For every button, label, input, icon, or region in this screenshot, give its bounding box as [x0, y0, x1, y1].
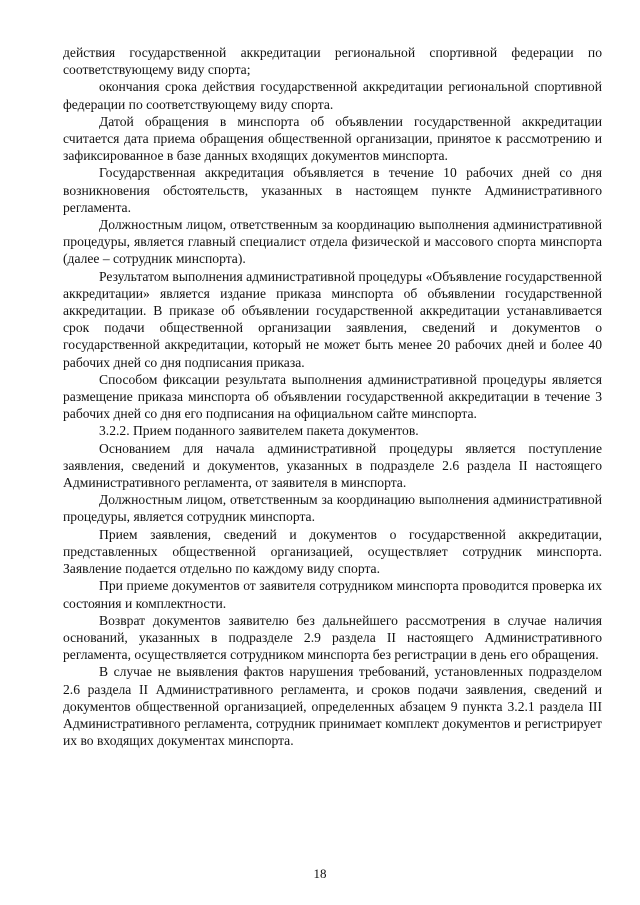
document-body: [63, 44, 602, 749]
section-heading: 3.2.2. Прием поданного заявителем пакета документов.: [99, 423, 419, 439]
paragraph: Прием заявления, сведений и документов о государственной аккредитации, представленных общественной организацией, осуществляет сотрудник минспорта. Заявление подается отдельно по каждому виду спорта.: [63, 526, 602, 577]
paragraph: Способом фиксации результата выполнения административной процедуры является размещение приказа минспорта об объявлении государственной аккредитации в течение 3 рабочих дней со дня его подписания на официальном сайте минспорта.: [63, 371, 602, 422]
paragraph: Должностным лицом, ответственным за координацию выполнения административной процедуры, является главный специалист отдела физической и массового спорта минспорта (далее – сотрудник минспорта).: [63, 217, 602, 267]
paragraph: Датой обращения в минспорта об объявлении государственной аккредитации считается дата приема обращения общественной организации, принятое к рассмотрению и зафиксированное в базе данных входящих документов минспорта.: [63, 113, 602, 164]
paragraph: При приеме документов от заявителя сотрудником минспорта проводится проверка их состояния и комплектности.: [63, 578, 602, 611]
page-number: 18: [313, 866, 327, 881]
paragraph: Должностным лицом, ответственным за координацию выполнения административной процедуры, является сотрудник минспорта.: [63, 492, 602, 525]
paragraph: В случае не выявления фактов нарушения требований, установленных подразделом 2.6 раздела II Административного регламента, и сроков подачи заявления, сведений и документов общественной организацией, определенных абзацем 9 пункта 3.2.1 раздела III Административного регламента, сотрудник принимает комплект документов и регистрирует их во входящих документах минспорта.: [63, 664, 602, 749]
paragraph: Государственная аккредитация объявляется в течение 10 рабочих дней со дня возникновения обстоятельств, указанных в настоящем пункте Административного регламента.: [63, 165, 602, 215]
paragraph: Результатом выполнения административной процедуры «Объявление государственной аккредитации» является издание приказа минспорта об объявлении государственной аккредитации. В приказе об объявлении государственной аккредитации устанавливается срок подачи общественной организации заявления, сведений и документов о государственной аккредитации, который не может быть менее 20 рабочих дней и более 40 рабочих дней со дня подписания приказа.: [63, 268, 602, 370]
paragraph: Основанием для начала административной процедуры является поступление заявления, сведений и документов, указанных в подразделе 2.6 раздела II настоящего Административного регламента, от заявителя в минспорта.: [63, 440, 602, 491]
paragraph: окончания срока действия государственной аккредитации региональной спортивной федерации по соответствующему виду спорта.: [63, 79, 602, 112]
paragraph: Возврат документов заявителю без дальнейшего рассмотрения в случае наличия оснований, указанных в подразделе 2.9 раздела II настоящего Административного регламента, осуществляется сотрудником минспорта без регистрации в день его обращения.: [63, 612, 602, 663]
paragraph: действия государственной аккредитации региональной спортивной федерации по соответствующему виду спорта;: [63, 45, 602, 78]
